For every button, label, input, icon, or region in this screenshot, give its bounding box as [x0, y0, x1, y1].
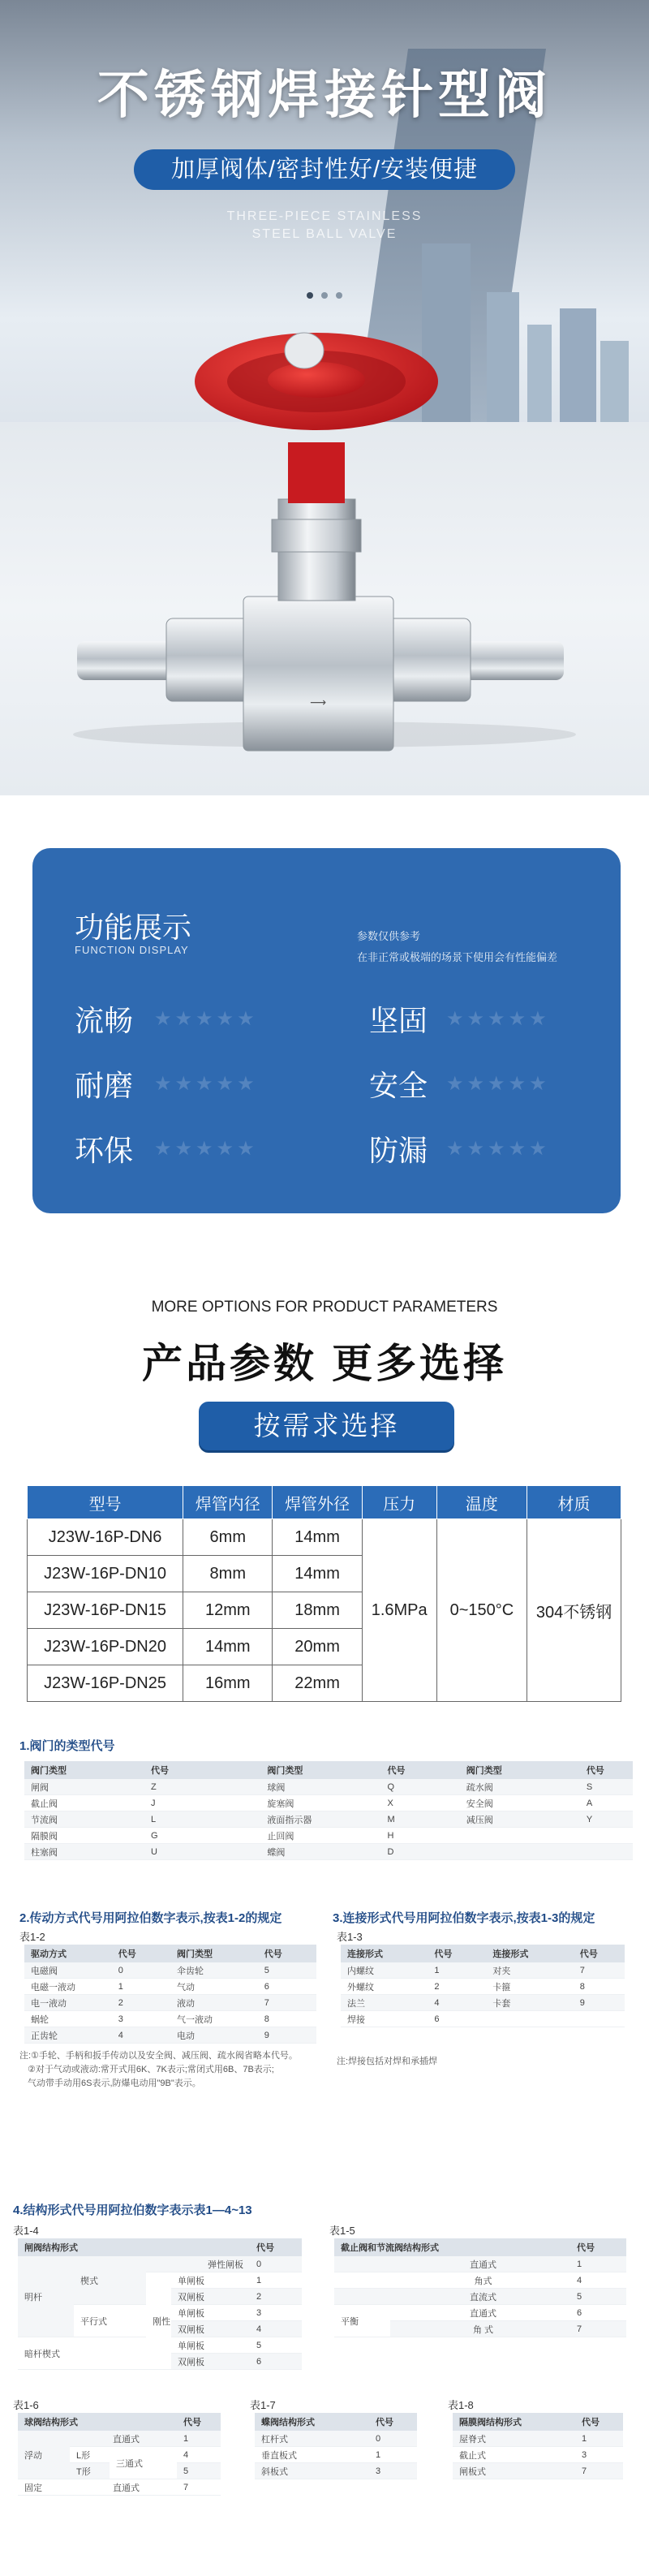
- table-cell: 内螺纹: [341, 1962, 428, 1979]
- table-row: [24, 1995, 316, 2011]
- table-cell: 正齿轮: [24, 2027, 112, 2044]
- table-cell: 减压阀: [460, 1811, 580, 1828]
- table-cell: 平衡: [334, 2305, 390, 2337]
- table-cell: 双闸板: [171, 2354, 250, 2370]
- table-header-row: [24, 1761, 633, 1779]
- pressure-cell: 1.6MPa: [362, 1519, 436, 1702]
- table-row: [453, 2463, 623, 2479]
- table-row: [334, 2256, 626, 2272]
- table-cell: 直通式: [70, 2479, 177, 2496]
- table-row: [334, 2305, 626, 2321]
- table-label: 表1-7: [250, 2399, 276, 2411]
- table-cell: 7: [570, 2321, 626, 2337]
- table-cell: S: [580, 1779, 633, 1795]
- table-cell: 截止式: [453, 2447, 575, 2463]
- table-cell: 暗杆楔式: [18, 2337, 146, 2370]
- table-note: ②对于气动或液动:常开式用6K、7K表示;常闭式用6B、7B表示;: [28, 2065, 274, 2074]
- hero-tagline: 加厚阀体/密封性好/安装便捷: [134, 149, 515, 190]
- column-header: 代号: [112, 1945, 170, 1962]
- packing-nut: [272, 519, 361, 552]
- column-header: 连接形式: [486, 1945, 573, 1962]
- model-cell: J23W-16P-DN20: [28, 1629, 183, 1665]
- table-cell: 隔膜阀: [24, 1828, 144, 1844]
- table-cell: Y: [580, 1811, 633, 1828]
- table-cell: 电一液动: [24, 1995, 112, 2011]
- table-cell: 直通式: [70, 2431, 177, 2447]
- table-cell: [460, 1828, 580, 1844]
- table-cell: 4: [428, 1995, 486, 2011]
- table-cell: 单闸板: [171, 2305, 250, 2321]
- table-cell: 6: [570, 2305, 626, 2321]
- table-row: [24, 1811, 633, 1828]
- stem-collar: [288, 442, 345, 503]
- inner-diameter-cell: 6mm: [183, 1519, 273, 1556]
- table-row: [18, 2256, 302, 2272]
- connection-table: [341, 1945, 625, 2027]
- butterfly-valve-table: [255, 2413, 417, 2479]
- table-row: [334, 2272, 626, 2289]
- table-cell: 柱塞阀: [24, 1844, 144, 1860]
- table-note: 注:焊接包括对焊和承插焊: [337, 2057, 438, 2066]
- column-header: 驱动方式: [24, 1945, 112, 1962]
- table-cell: 电磁一液动: [24, 1979, 112, 1995]
- table-row: [341, 2011, 625, 2027]
- table-cell: 弹性闸板: [146, 2256, 250, 2272]
- diaphragm-valve-table: [453, 2413, 623, 2479]
- column-header: 代号: [177, 2413, 221, 2431]
- table-cell: 7: [258, 1995, 316, 2011]
- table-cell: 4: [112, 2027, 170, 2044]
- table-cell: 角式: [390, 2272, 570, 2289]
- outer-diameter-cell: 18mm: [273, 1592, 362, 1629]
- table-cell: 3: [575, 2447, 623, 2463]
- table-header-row: [334, 2238, 626, 2256]
- table-cell: 节流阀: [24, 1811, 144, 1828]
- table-row: [24, 2011, 316, 2027]
- table-row: [341, 1995, 625, 2011]
- table-cell: 平行式: [74, 2305, 146, 2337]
- table-cell: [580, 1844, 633, 1860]
- column-header: 阀门类型: [460, 1761, 580, 1779]
- valve-body: [243, 597, 393, 751]
- outer-diameter-cell: 20mm: [273, 1629, 362, 1665]
- table-cell: 2: [250, 2289, 302, 2305]
- table-row: [24, 1779, 633, 1795]
- table-cell: 明杆: [18, 2256, 74, 2337]
- table-row: [24, 1828, 633, 1844]
- table-cell: 1: [177, 2431, 221, 2447]
- table-cell: 三通式: [110, 2447, 177, 2479]
- svg-text:⟶: ⟶: [309, 696, 327, 709]
- table-cell: 直流式: [390, 2289, 570, 2305]
- table-row: [453, 2447, 623, 2463]
- column-header: 焊管外径: [273, 1486, 362, 1519]
- hero-subtitle-line2: STEEL BALL VALVE: [251, 227, 398, 241]
- section-heading: 4.结构形式代号用阿拉伯数字表示表1—4~13: [13, 2203, 252, 2217]
- hero-title: 不锈钢焊接针型阀: [97, 66, 552, 124]
- table-cell: 蜗轮: [24, 2011, 112, 2027]
- table-cell: 垂直板式: [255, 2447, 369, 2463]
- column-header: 代号: [380, 1761, 459, 1779]
- table-cell: 9: [258, 2027, 316, 2044]
- model-cell: J23W-16P-DN15: [28, 1592, 183, 1629]
- table-cell: 3: [112, 2011, 170, 2027]
- table-cell: 屋脊式: [453, 2431, 575, 2447]
- section-heading: 3.连接形式代号用阿拉伯数字表示,按表1-3的规定: [333, 1911, 595, 1925]
- drive-mode-table: [24, 1945, 316, 2044]
- table-cell: 气动: [170, 1979, 258, 1995]
- params-heading-en: MORE OPTIONS FOR PRODUCT PARAMETERS: [151, 1299, 498, 1316]
- rating-stars: ★★★★★: [154, 1008, 258, 1030]
- column-header: 代号: [574, 1945, 625, 1962]
- table-cell: 电动: [170, 2027, 258, 2044]
- params-heading: 产品参数 更多选择: [142, 1341, 507, 1386]
- table-cell: J: [144, 1795, 260, 1811]
- table-cell: G: [144, 1828, 260, 1844]
- table-cell: 闸阀: [24, 1779, 144, 1795]
- column-header: 代号: [250, 2238, 302, 2256]
- column-header: 闸阀结构形式: [18, 2238, 250, 2256]
- column-header: 连接形式: [341, 1945, 428, 1962]
- table-cell: 气一液动: [170, 2011, 258, 2027]
- right-pipe: [458, 641, 564, 680]
- table-cell: U: [144, 1844, 260, 1860]
- table-cell: 斜板式: [255, 2463, 369, 2479]
- table-cell: Z: [144, 1779, 260, 1795]
- column-header: 代号: [580, 1761, 633, 1779]
- column-header: 代号: [428, 1945, 486, 1962]
- table-cell: [334, 2272, 390, 2289]
- rating-stars: ★★★★★: [446, 1008, 550, 1030]
- table-cell: 3: [250, 2305, 302, 2321]
- table-header-row: [18, 2413, 221, 2431]
- table-label: 表1-6: [13, 2399, 39, 2411]
- table-cell: A: [580, 1795, 633, 1811]
- table-cell: 5: [250, 2337, 302, 2354]
- table-cell: 7: [574, 1962, 625, 1979]
- feature-label: 流畅: [75, 1004, 134, 1037]
- right-nut: [385, 618, 471, 701]
- table-label: 表1-8: [448, 2399, 474, 2411]
- table-cell: [580, 1828, 633, 1844]
- table-header-row: [18, 2238, 302, 2256]
- table-header-row: [24, 1945, 316, 1962]
- feature-label: 耐磨: [75, 1069, 134, 1102]
- column-header: 阀门类型: [24, 1761, 144, 1779]
- table-label: 表1-4: [13, 2225, 39, 2237]
- model-cell: J23W-16P-DN25: [28, 1665, 183, 1702]
- table-cell: 5: [177, 2463, 221, 2479]
- table-cell: 蝶阀: [260, 1844, 380, 1860]
- table-cell: 7: [575, 2463, 623, 2479]
- feature-label: 防漏: [369, 1134, 428, 1167]
- inner-diameter-cell: 14mm: [183, 1629, 273, 1665]
- rating-stars: ★★★★★: [446, 1138, 550, 1160]
- rating-stars: ★★★★★: [446, 1073, 550, 1095]
- table-row: [18, 2479, 221, 2496]
- rating-stars: ★★★★★: [154, 1073, 258, 1095]
- table-cell: 8: [258, 2011, 316, 2027]
- table-cell: 法兰: [341, 1995, 428, 2011]
- table-label: 表1-2: [19, 1931, 45, 1943]
- table-note: 注:①手轮、手柄和扳手传动以及安全阀、减压阀、疏水阀省略本代号。: [19, 2051, 298, 2061]
- table-cell: 6: [258, 1979, 316, 1995]
- table-row: [28, 1519, 621, 1556]
- inner-diameter-cell: 16mm: [183, 1665, 273, 1702]
- temperature-cell: 0~150°C: [436, 1519, 527, 1702]
- table-cell: 1: [112, 1979, 170, 1995]
- table-label: 表1-3: [337, 1931, 363, 1943]
- table-row: [255, 2447, 417, 2463]
- table-cell: 卡套: [486, 1995, 573, 2011]
- select-button[interactable]: 按需求选择: [199, 1402, 454, 1450]
- table-cell: 直通式: [390, 2256, 570, 2272]
- table-cell: 5: [258, 1962, 316, 1979]
- feature-label: 坚固: [369, 1004, 428, 1037]
- inner-diameter-cell: 8mm: [183, 1556, 273, 1592]
- table-cell: 1: [369, 2447, 417, 2463]
- table-cell: 1: [570, 2256, 626, 2272]
- table-cell: [334, 2256, 390, 2272]
- table-note: 气动带手动用6S表示,防爆电动用"9B"表示。: [28, 2078, 201, 2088]
- table-header-row: [341, 1945, 625, 1962]
- table-cell: 液动: [170, 1995, 258, 2011]
- column-header: 焊管内径: [183, 1486, 273, 1519]
- left-nut: [166, 618, 251, 701]
- table-cell: 4: [250, 2321, 302, 2337]
- table-cell: 5: [570, 2289, 626, 2305]
- outer-diameter-cell: 22mm: [273, 1665, 362, 1702]
- table-cell: 双闸板: [171, 2321, 250, 2337]
- column-header: 代号: [144, 1761, 260, 1779]
- table-row: [18, 2431, 221, 2447]
- table-row: [24, 1795, 633, 1811]
- table-cell: 7: [177, 2479, 221, 2496]
- table-cell: Q: [380, 1779, 459, 1795]
- table-cell: [460, 1844, 580, 1860]
- table-row: [24, 1979, 316, 1995]
- table-cell: 刚性: [146, 2272, 171, 2370]
- table-cell: 闸板式: [453, 2463, 575, 2479]
- table-row: [24, 1962, 316, 1979]
- table-row: [453, 2431, 623, 2447]
- table-cell: 疏水阀: [460, 1779, 580, 1795]
- table-cell: 楔式: [74, 2256, 146, 2305]
- model-cell: J23W-16P-DN10: [28, 1556, 183, 1592]
- table-cell: H: [380, 1828, 459, 1844]
- table-cell: 4: [177, 2447, 221, 2463]
- table-cell: 角 式: [390, 2321, 570, 2337]
- material-cell: 304不锈钢: [527, 1519, 621, 1702]
- table-cell: 单闸板: [171, 2272, 250, 2289]
- column-header: 代号: [570, 2238, 626, 2256]
- table-cell: M: [380, 1811, 459, 1828]
- table-cell: 电磁阀: [24, 1962, 112, 1979]
- column-header: 型号: [28, 1486, 183, 1519]
- inner-diameter-cell: 12mm: [183, 1592, 273, 1629]
- table-cell: 卡箍: [486, 1979, 573, 1995]
- hero-subtitle-line1: THREE-PIECE STAINLESS: [226, 209, 423, 223]
- table-cell: 单闸板: [171, 2337, 250, 2354]
- table-cell: X: [380, 1795, 459, 1811]
- table-row: [255, 2463, 417, 2479]
- column-header: 压力: [362, 1486, 436, 1519]
- function-note: 在非正常或极端的场景下使用会有性能偏差: [357, 951, 558, 963]
- table-cell: 8: [574, 1979, 625, 1995]
- column-header: 阀门类型: [170, 1945, 258, 1962]
- table-cell: 9: [574, 1995, 625, 2011]
- column-header: 材质: [527, 1486, 621, 1519]
- table-row: [255, 2431, 417, 2447]
- stem-nut: [285, 333, 324, 368]
- table-cell: L形: [70, 2447, 110, 2463]
- table-cell: 1: [575, 2431, 623, 2447]
- column-header: 球阀结构形式: [18, 2413, 177, 2431]
- table-cell: 旋塞阀: [260, 1795, 380, 1811]
- table-cell: 止回阀: [260, 1828, 380, 1844]
- table-cell: 安全阀: [460, 1795, 580, 1811]
- table-cell: 1: [428, 1962, 486, 1979]
- table-cell: 固定: [18, 2479, 70, 2496]
- table-header-row: [453, 2413, 623, 2431]
- function-subtitle: FUNCTION DISPLAY: [75, 944, 189, 956]
- outer-diameter-cell: 14mm: [273, 1519, 362, 1556]
- table-cell: [486, 2011, 573, 2027]
- section-heading: 2.传动方式代号用阿拉伯数字表示,按表1-2的规定: [19, 1911, 282, 1925]
- function-display-card: [32, 848, 621, 1213]
- column-header: 隔膜阀结构形式: [453, 2413, 575, 2431]
- column-header: 代号: [369, 2413, 417, 2431]
- table-cell: L: [144, 1811, 260, 1828]
- hero-banner: [0, 0, 649, 795]
- table-cell: 浮动: [18, 2431, 70, 2479]
- table-cell: 截止阀: [24, 1795, 144, 1811]
- left-pipe: [77, 641, 178, 680]
- table-cell: 2: [428, 1979, 486, 1995]
- column-header: 截止阀和节流阀结构形式: [334, 2238, 570, 2256]
- table-cell: 6: [428, 2011, 486, 2027]
- table-cell: 0: [112, 1962, 170, 1979]
- table-row: [341, 1962, 625, 1979]
- model-cell: J23W-16P-DN6: [28, 1519, 183, 1556]
- rating-stars: ★★★★★: [154, 1138, 258, 1160]
- valve-type-table: [24, 1761, 633, 1860]
- table-cell: [574, 2011, 625, 2027]
- table-cell: 4: [570, 2272, 626, 2289]
- column-header: 代号: [258, 1945, 316, 1962]
- table-cell: 直通式: [390, 2305, 570, 2321]
- table-cell: 1: [250, 2272, 302, 2289]
- gate-valve-table: [18, 2238, 302, 2370]
- table-cell: 杠杆式: [255, 2431, 369, 2447]
- globe-valve-table: [334, 2238, 626, 2337]
- column-header: 代号: [575, 2413, 623, 2431]
- table-row: [334, 2289, 626, 2305]
- table-cell: 2: [112, 1995, 170, 2011]
- table-cell: 0: [250, 2256, 302, 2272]
- table-cell: D: [380, 1844, 459, 1860]
- table-cell: 球阀: [260, 1779, 380, 1795]
- table-cell: 3: [369, 2463, 417, 2479]
- table-row: [341, 1979, 625, 1995]
- table-header-row: [255, 2413, 417, 2431]
- table-cell: 6: [250, 2354, 302, 2370]
- ball-valve-table: [18, 2413, 221, 2496]
- table-row: [24, 2027, 316, 2044]
- feature-label: 环保: [75, 1134, 134, 1167]
- table-label: 表1-5: [329, 2225, 355, 2237]
- column-header: 阀门类型: [260, 1761, 380, 1779]
- table-header-row: [28, 1486, 621, 1519]
- function-title: 功能展示: [75, 911, 192, 944]
- table-cell: 双闸板: [171, 2289, 250, 2305]
- table-cell: 焊接: [341, 2011, 428, 2027]
- column-header: 温度: [436, 1486, 527, 1519]
- feature-label: 安全: [369, 1069, 428, 1102]
- table-cell: 对夹: [486, 1962, 573, 1979]
- outer-diameter-cell: 14mm: [273, 1556, 362, 1592]
- table-cell: 外螺纹: [341, 1979, 428, 1995]
- table-cell: [334, 2289, 390, 2305]
- function-note: 参数仅供参考: [357, 930, 421, 942]
- valve-image: [0, 0, 649, 795]
- table-cell: 液面指示器: [260, 1811, 380, 1828]
- table-cell: T形: [70, 2463, 110, 2479]
- column-header: 蝶阀结构形式: [255, 2413, 369, 2431]
- table-cell: 伞齿轮: [170, 1962, 258, 1979]
- table-row: [24, 1844, 633, 1860]
- table-cell: 0: [369, 2431, 417, 2447]
- params-table: [27, 1485, 621, 1702]
- section-heading: 1.阀门的类型代号: [19, 1739, 115, 1753]
